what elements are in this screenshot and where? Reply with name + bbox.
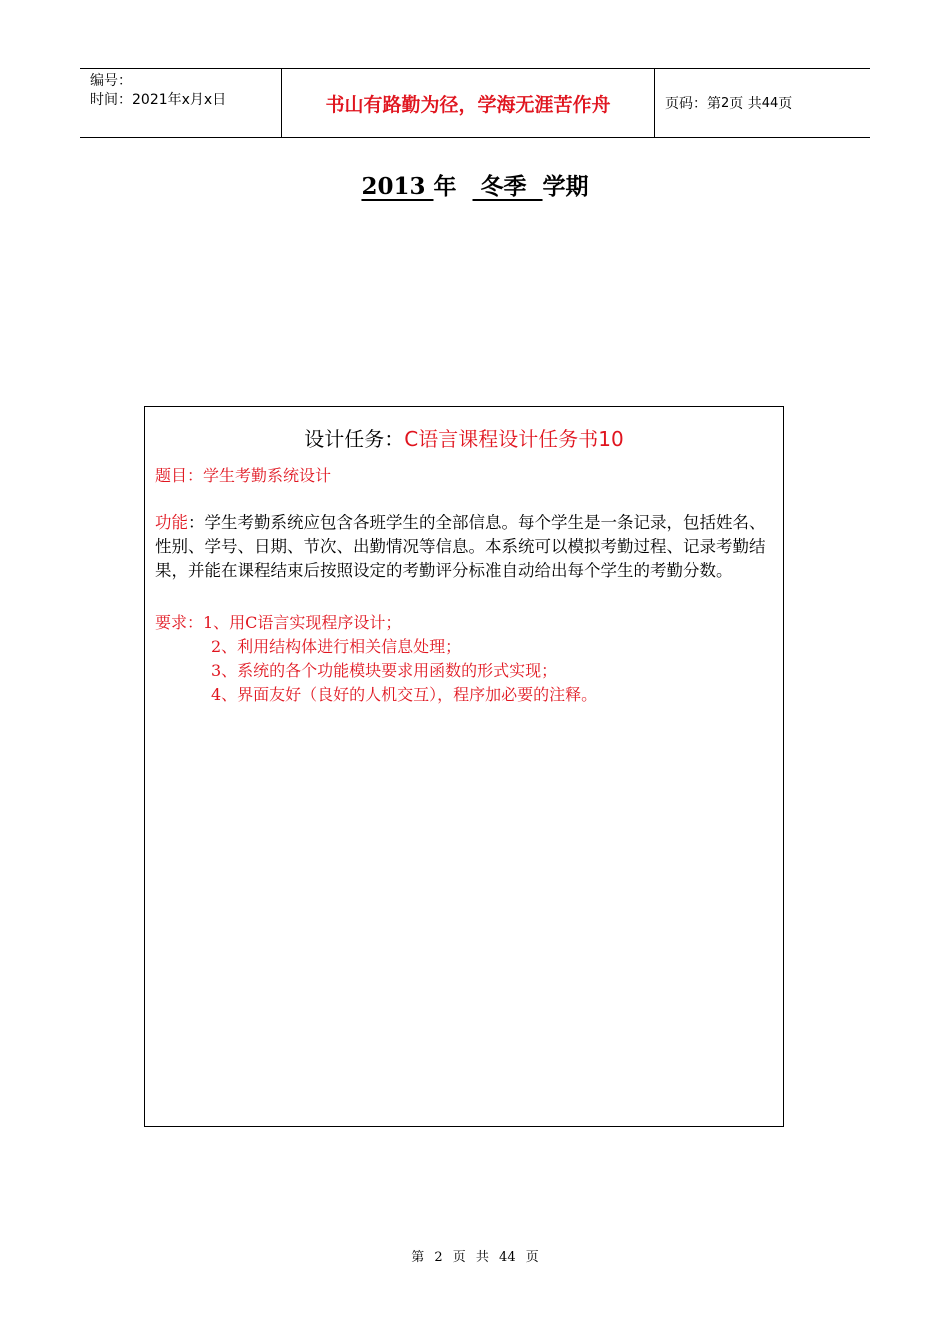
page-footer: 第 2 页 共 44 页 xyxy=(411,1250,539,1265)
term-label: 学期 xyxy=(542,173,589,200)
function-text: ：学生考勤系统应包含各班学生的全部信息。每个学生是一条记录，包括姓名、性别、学号、日期、节次、出勤情况等信息。本系统可以模拟考勤过程、记录考勤结果，并能在课程结束后按照设定的考勤评分标准自动给出每个学生的考勤分数。 xyxy=(155,513,766,580)
task-title-label: 设计任务： xyxy=(304,427,405,451)
motto-text: 书山有路勤为径，学海无涯苦作舟 xyxy=(325,93,611,116)
task-title-value: C语言课程设计任务书10 xyxy=(404,427,624,451)
function-label: 功能 xyxy=(155,513,188,532)
page-suffix: 页 xyxy=(778,96,793,112)
page-number: 2 xyxy=(721,95,730,111)
requirement-item: 要求：1、用C语言实现程序设计； xyxy=(155,613,402,632)
task-topic: 题目：学生考勤系统设计 xyxy=(155,466,332,485)
task-title xyxy=(145,423,783,452)
header-table xyxy=(80,68,870,138)
term-season: 冬季 xyxy=(472,173,543,200)
page-total: 44 xyxy=(761,95,779,111)
header-motto-cell xyxy=(282,69,655,137)
requirement-item: 3、系统的各个功能模块要求用函数的形式实现； xyxy=(211,661,558,680)
task-function xyxy=(155,511,775,583)
term-year-label: 年 xyxy=(433,173,457,200)
header-meta-cell xyxy=(80,69,282,137)
requirement-item: 2、利用结构体进行相关信息处理； xyxy=(211,637,462,656)
number-label: 编号： xyxy=(90,73,132,89)
term-title xyxy=(0,168,950,201)
page-prefix: 页码：第 xyxy=(665,96,721,112)
term-year: 2013 xyxy=(361,173,434,200)
task-box xyxy=(144,406,784,1127)
header-page-cell xyxy=(655,69,870,137)
requirement-item: 4、界面友好（良好的人机交互），程序加必要的注释。 xyxy=(211,685,598,704)
page-mid: 页 共 xyxy=(729,96,762,112)
task-requirements xyxy=(155,611,775,707)
time-label: 时间：2021年x月x日 xyxy=(90,92,227,108)
